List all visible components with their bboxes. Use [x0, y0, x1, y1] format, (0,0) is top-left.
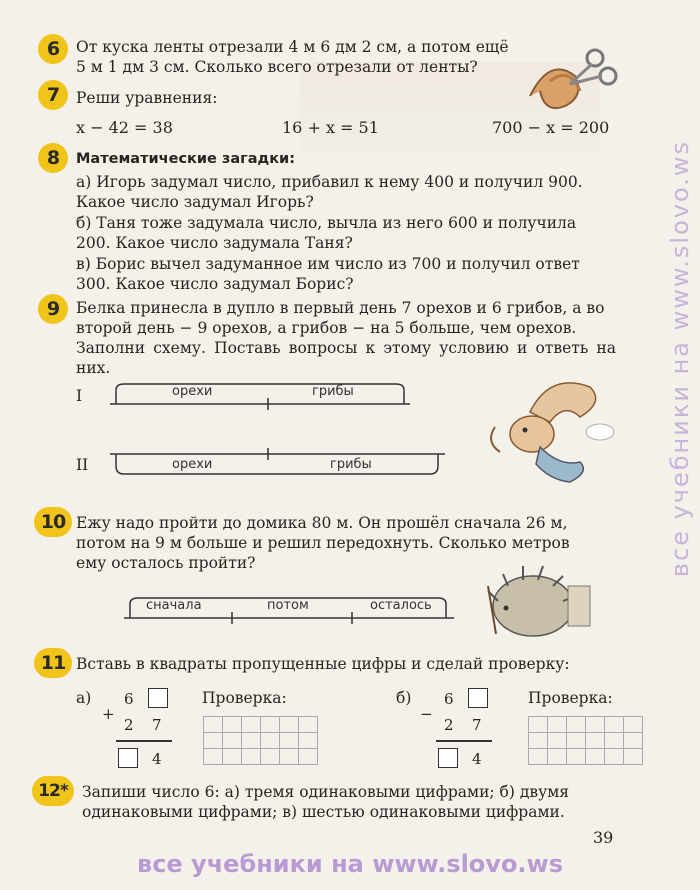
task-12-number: 12* — [32, 776, 74, 806]
task-8-c-line1: в) Борис вычел задуманное им число из 700 и получил ответ — [76, 255, 580, 273]
scheme-path-then: потом — [267, 598, 309, 613]
scheme-path-first: сначала — [146, 598, 202, 613]
task-9-line1: Белка принесла в дупло в первый день 7 орехов и 6 грибов, а во — [76, 299, 605, 317]
scheme-row-2-label: II — [76, 456, 89, 474]
task-11-b-bottom-box[interactable] — [438, 748, 458, 768]
task-7-equation-1: x − 42 = 38 — [76, 118, 173, 137]
task-12-line1: Запиши число 6: а) тремя одинаковыми цифрами; б) двумя — [82, 783, 570, 801]
task-11-b-check-grid[interactable] — [528, 716, 643, 765]
task-10-line1: Ежу надо пройти до домика 80 м. Он прошёл сначала 26 м, — [76, 514, 568, 532]
task-6-line2: 5 м 1 дм 3 см. Сколько всего отрезали от ленты? — [76, 58, 478, 76]
task-11-a-mid-digit-1: 2 — [124, 716, 134, 734]
task-11-number: 11 — [34, 648, 72, 678]
task-8-title: Математические загадки: — [76, 151, 296, 167]
squirrel-illustration — [470, 372, 620, 492]
task-11-a-check-label: Проверка: — [202, 689, 287, 707]
scheme-row-2 — [110, 446, 445, 480]
scheme-path-remaining: осталось — [370, 598, 432, 613]
task-7-title: Реши уравнения: — [76, 89, 218, 107]
task-8-a-line1: а) Игорь задумал число, прибавил к нему 400 и получил 900. — [76, 173, 583, 191]
page-number: 39 — [593, 828, 614, 847]
task-7-equation-3: 700 − x = 200 — [492, 118, 610, 137]
scheme-row-1-nuts-label: орехи — [172, 384, 213, 399]
bottom-watermark[interactable]: все учебники на www.slovo.ws — [137, 850, 563, 878]
task-11-b-top-digit: 6 — [444, 690, 454, 708]
task-8-c-line2: 300. Какое число задумал Борис? — [76, 275, 354, 293]
scheme-row-1 — [110, 378, 410, 410]
hedgehog-illustration — [468, 556, 598, 646]
task-11-a-bottom-box[interactable] — [118, 748, 138, 768]
task-11-b-mid-digit-1: 2 — [444, 716, 454, 734]
task-11-b-check-label: Проверка: — [528, 689, 613, 707]
task-7-number: 7 — [38, 80, 68, 110]
task-7-equation-2: 16 + x = 51 — [282, 118, 379, 137]
ribbon-scissors-illustration — [520, 36, 620, 116]
task-9-line3: Заполни схему. Поставь вопросы к этому условию и ответь на них. — [76, 339, 616, 377]
task-11-a-check-grid[interactable] — [203, 716, 318, 765]
task-8-b-line1: б) Таня тоже задумала число, вычла из него 600 и получила — [76, 214, 577, 232]
side-watermark: все учебники на www.slovo.ws — [666, 140, 694, 578]
task-11-b-diff-line — [436, 740, 492, 742]
task-11-a-sum-line — [116, 740, 172, 742]
scheme-row-1-label: I — [76, 387, 83, 405]
task-11-b-mid-digit-2: 7 — [472, 716, 482, 734]
task-9-line2: второй день − 9 орехов, а грибов − на 5 больше, чем орехов. — [76, 319, 577, 337]
task-12-line2: одинаковыми цифрами; в) шестью одинаковыми цифрами. — [82, 803, 565, 821]
task-11-b-minus: − — [420, 705, 433, 723]
task-11-b-label: б) — [396, 689, 412, 707]
task-6-number: 6 — [38, 34, 68, 64]
task-11-b-bottom-digit: 4 — [472, 750, 482, 768]
task-11-a-label: а) — [76, 689, 92, 707]
task-10-line3: ему осталось пройти? — [76, 554, 256, 572]
scheme-row-1-mushrooms-label: грибы — [312, 384, 354, 399]
task-8-b-line2: 200. Какое число задумала Таня? — [76, 234, 353, 252]
task-11-title: Вставь в квадраты пропущенные цифры и сделай проверку: — [76, 655, 570, 673]
task-9-number: 9 — [38, 294, 68, 324]
task-11-a-plus: + — [102, 705, 115, 723]
task-11-b-top-box[interactable] — [468, 688, 488, 708]
task-10-line2: потом на 9 м больше и решил передохнуть. Сколько метров — [76, 534, 570, 552]
task-10-number: 10 — [34, 507, 72, 537]
task-11-a-bottom-digit: 4 — [152, 750, 162, 768]
scheme-row-2-nuts-label: орехи — [172, 457, 213, 472]
task-11-a-mid-digit-2: 7 — [152, 716, 162, 734]
task-8-number: 8 — [38, 143, 68, 173]
scheme-row-2-mushrooms-label: грибы — [330, 457, 372, 472]
task-11-a-top-digit: 6 — [124, 690, 134, 708]
task-6-line1: От куска ленты отрезали 4 м 6 дм 2 см, а потом ещё — [76, 38, 509, 56]
task-11-a-top-box[interactable] — [148, 688, 168, 708]
task-8-a-line2: Какое число задумал Игорь? — [76, 193, 314, 211]
